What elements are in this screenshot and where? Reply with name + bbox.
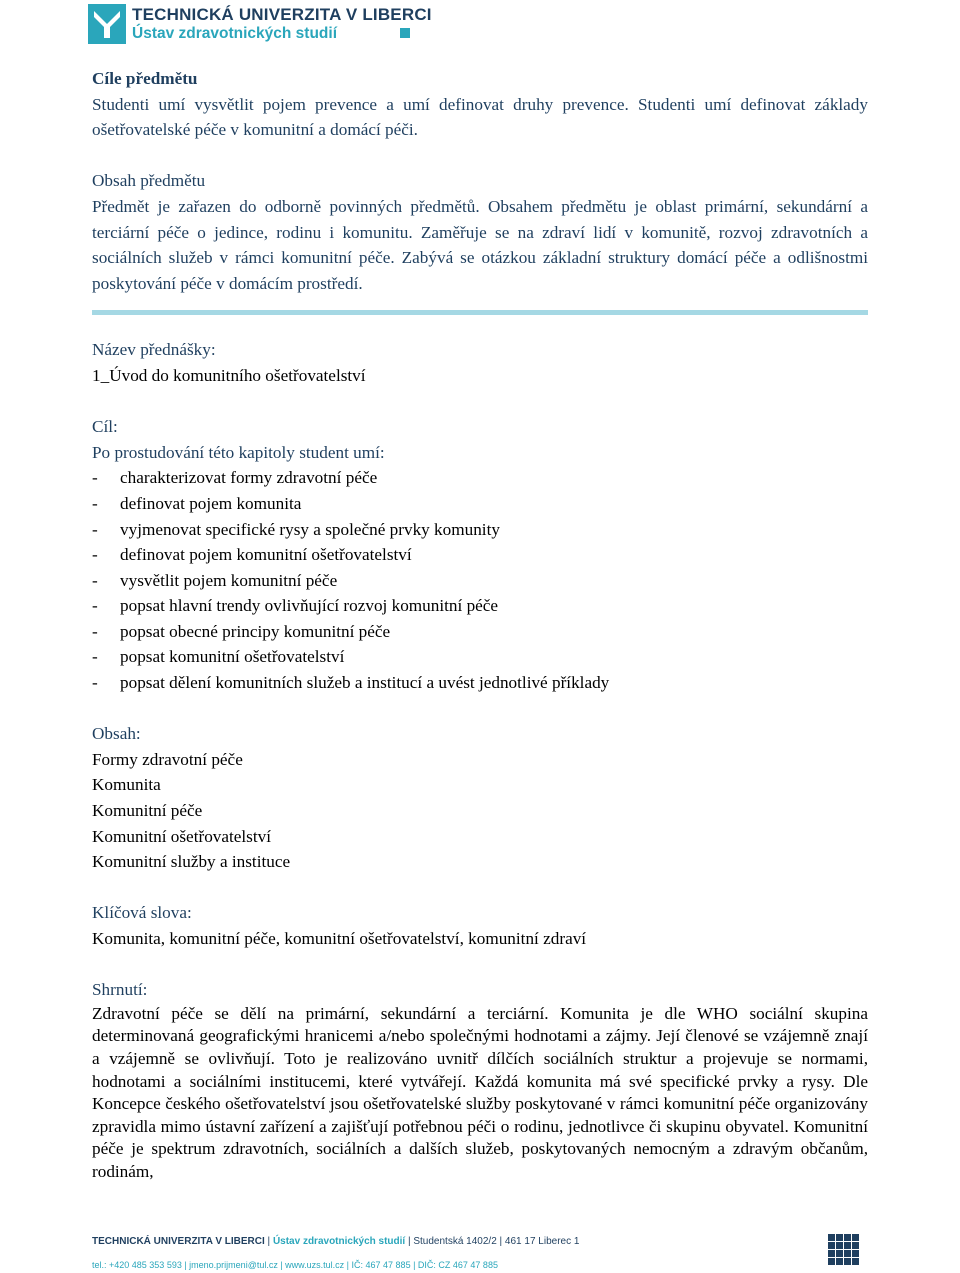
obsah-list-item-text: Komunitní péče bbox=[92, 801, 203, 821]
cile-text: Studenti umí vysvětlit pojem prevence a umí definovat druhy prevence. Studenti umí definovat základy ošetřovatelské péče v komunitní a domácí péči. bbox=[92, 94, 868, 140]
cil-list-item-text: vysvětlit pojem komunitní péče bbox=[120, 570, 338, 590]
footer-contact: tel.: +420 485 353 593 | jmeno.prijmeni@tul.cz | www.uzs.tul.cz | IČ: 467 47 885 | DIČ: CZ 467 47 885 bbox=[92, 1260, 498, 1270]
cil-list-item-text: popsat komunitní ošetřovatelství bbox=[120, 647, 345, 667]
list-dash: - bbox=[92, 596, 98, 616]
obsah-list-item-text: Formy zdravotní péče bbox=[92, 749, 243, 769]
list-dash: - bbox=[92, 621, 98, 641]
list-dash: - bbox=[92, 519, 98, 539]
obsah-list-item bbox=[92, 824, 868, 850]
footer-institute: Ústav zdravotnických studií bbox=[272, 1236, 406, 1247]
logo-institute-name: Ústav zdravotnických studií bbox=[132, 25, 338, 42]
obsah-list-item bbox=[92, 772, 868, 798]
footer-line-1: TECHNICKÁ UNIVERZITA V LIBERCI | Ústav zdravotnických studií | Studentská 1402/2 | 461 17 Liberec 1 bbox=[92, 1236, 580, 1247]
obsah-list-item bbox=[92, 798, 868, 824]
obsah-list-item bbox=[92, 747, 868, 773]
list-dash: - bbox=[92, 493, 98, 513]
tul-logo-icon bbox=[88, 4, 126, 44]
section-heading-obsah-predmetu: Obsah předmětu bbox=[92, 171, 206, 191]
obsah-list-item-text: Komunitní služby a instituce bbox=[92, 852, 291, 872]
cil-list bbox=[92, 465, 868, 695]
cil-list-item bbox=[92, 619, 868, 645]
list-dash: - bbox=[92, 570, 98, 590]
cil-list-item bbox=[92, 568, 868, 594]
logo-university-name: TECHNICKÁ UNIVERZITA V LIBERCI bbox=[132, 5, 432, 24]
shrnuti-text: Zdravotní péče se dělí na primární, sekundární a terciární. Komunita je dle WHO sociální skupina determinovaná geografickými hranicemi a/nebo společnými hodnotami a zájmy. Její členové se vzájemně znají a vzájemně se ovlivňují. Toto je realizováno uvnitř dílčích sociálních struktur a projevuje se normami, hodnotami a sociálními institucemi, které vytvářejí. Každá komunita má své specifické prvky a rysy. Dle Koncepce českého ošetřovatelství jsou ošetřovatelské služby poskytované v rámci komunitní péče organizovány zpravidla mimo ústavní zařízení a zajišťují potřebnou péči o rodinu, jednotlivce či skupinu obyvatel. Komunitní péče je spektrum zdravotních, sociálních a dalších služeb, poskytovaných nemocným a zdravým občanům, rodinám, bbox=[92, 1003, 868, 1181]
section-heading-cile: Cíle předmětu bbox=[92, 69, 198, 88]
obsah-predmetu-text: Předmět je zařazen do odborně povinných předmětů. Obsahem předmětu je oblast primární, sekundární a terciární péče o jedince, rodinu i komunitu. Zaměřuje se na zdraví lidí v komunitě, rozvoj zdravotních a sociálních služeb v rámci komunitní péče. Zabývá se otázkou základní struktury domácí péče a odlišnostmi poskytování péče v domácím prostředí. bbox=[92, 196, 868, 293]
list-dash: - bbox=[92, 468, 98, 488]
cil-heading: Cíl: bbox=[92, 417, 118, 437]
footer-address: Studentská 1402/2 bbox=[413, 1236, 497, 1247]
cil-list-item bbox=[92, 670, 868, 696]
cil-list-item bbox=[92, 593, 868, 619]
obsah-list-item-text: Komunita bbox=[92, 775, 161, 795]
cil-list-item-text: definovat pojem komunitní ošetřovatelství bbox=[120, 545, 412, 565]
footer-postal: 461 17 Liberec 1 bbox=[504, 1236, 580, 1247]
cil-list-item bbox=[92, 465, 868, 491]
obsah-list-item-text: Komunitní ošetřovatelství bbox=[92, 826, 272, 846]
cil-intro: Po prostudování této kapitoly student umí: bbox=[92, 442, 385, 462]
cil-list-item-text: definovat pojem komunita bbox=[120, 493, 302, 513]
klicova-heading: Klíčová slova: bbox=[92, 903, 192, 923]
cil-list-item bbox=[92, 644, 868, 670]
cil-list-item bbox=[92, 491, 868, 517]
cil-list-item bbox=[92, 542, 868, 568]
document-body bbox=[92, 66, 868, 1184]
cil-list-item-text: charakterizovat formy zdravotní péče bbox=[120, 468, 378, 488]
obsah-list bbox=[92, 747, 868, 875]
lecture-title: 1_Úvod do komunitního ošetřovatelství bbox=[92, 365, 366, 385]
cil-list-item bbox=[92, 517, 868, 543]
list-dash: - bbox=[92, 647, 98, 667]
section-divider bbox=[92, 310, 868, 315]
footer-grid-logo-icon bbox=[828, 1234, 860, 1266]
klicova-text: Komunita, komunitní péče, komunitní ošetřovatelství, komunitní zdraví bbox=[92, 929, 587, 948]
cil-list-item-text: vyjmenovat specifické rysy a společné prvky komunity bbox=[120, 519, 500, 539]
list-dash: - bbox=[92, 673, 98, 693]
shrnuti-heading: Shrnutí: bbox=[92, 980, 148, 1000]
page-footer bbox=[92, 1236, 868, 1270]
obsah-heading: Obsah: bbox=[92, 724, 141, 744]
cil-list-item-text: popsat dělení komunitních služeb a institucí a uvést jednotlivé příklady bbox=[120, 673, 610, 693]
list-dash: - bbox=[92, 545, 98, 565]
cil-list-item-text: popsat obecné principy komunitní péče bbox=[120, 621, 391, 641]
cil-list-item-text: popsat hlavní trendy ovlivňující rozvoj komunitní péče bbox=[120, 596, 499, 616]
logo-square-icon bbox=[400, 28, 410, 38]
footer-university: TECHNICKÁ UNIVERZITA V LIBERCI bbox=[92, 1236, 265, 1247]
obsah-list-item bbox=[92, 849, 868, 875]
lecture-label: Název přednášky: bbox=[92, 340, 216, 360]
